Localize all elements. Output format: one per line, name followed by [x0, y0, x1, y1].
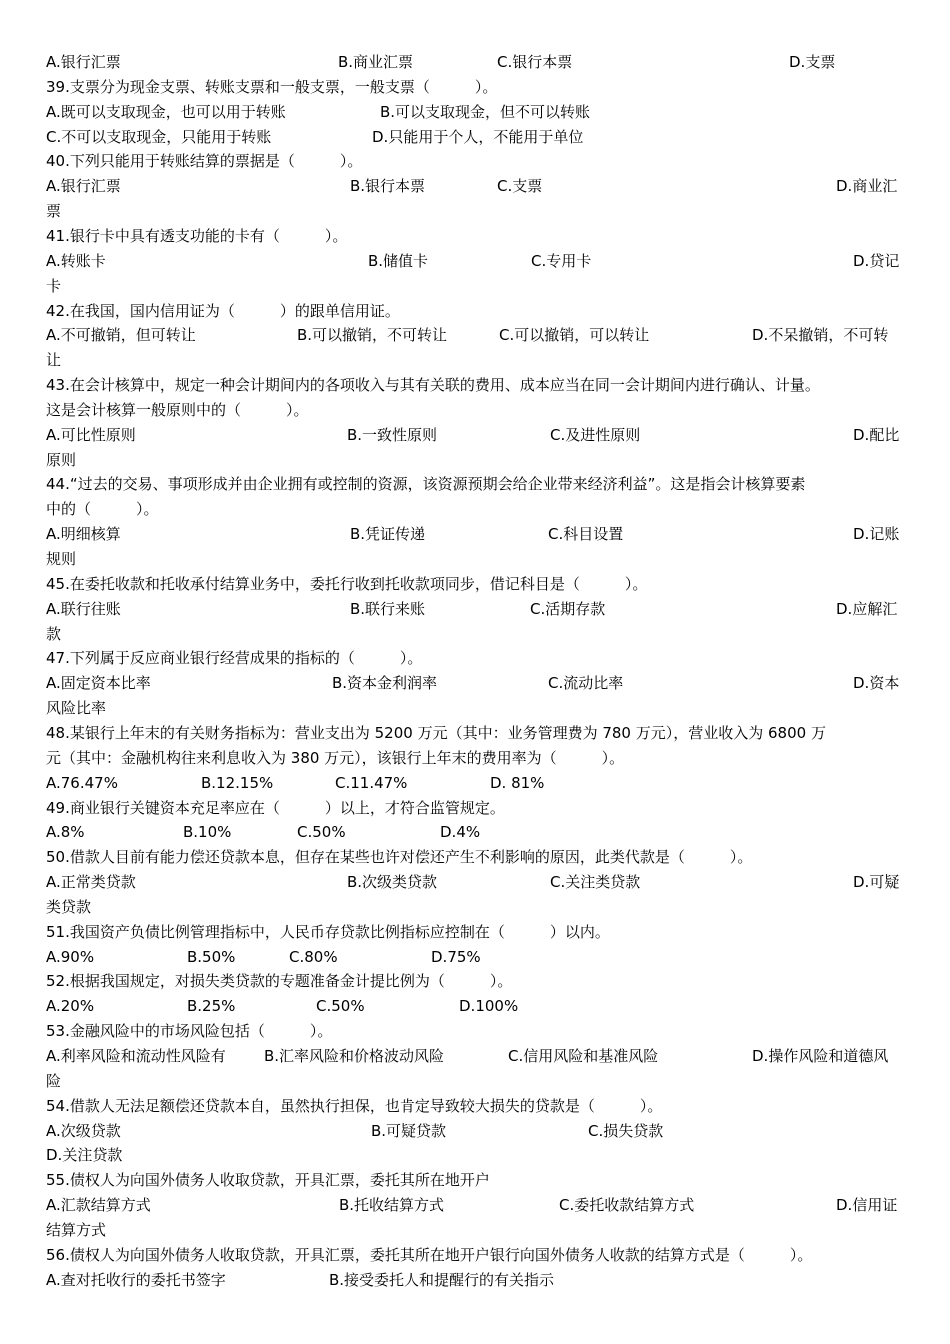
- text-line: 卡: [46, 277, 62, 295]
- answer-option: C.活期存款: [530, 600, 606, 618]
- answer-option: B.25%: [187, 997, 236, 1015]
- question-text: 44.“过去的交易、事项形成并由企业拥有或控制的资源，该资源预期会给企业带来经济利益”。这是指会计核算要素: [46, 475, 806, 493]
- text-line: 险: [46, 1072, 62, 1090]
- answer-option: D.不呆撤销，不可转: [752, 326, 889, 344]
- answer-option: D.商业汇: [836, 177, 898, 195]
- question-text: 43.在会计核算中，规定一种会计期间内的各项收入与其有关联的费用、成本应当在同一会计期间内进行确认、计量。: [46, 376, 820, 394]
- answer-option: C.损失贷款: [588, 1122, 664, 1140]
- text-line: 风险比率: [46, 699, 107, 717]
- answer-option: C.科目设置: [548, 525, 624, 543]
- answer-option: B.商业汇票: [338, 53, 414, 71]
- answer-option: A.次级贷款: [46, 1122, 121, 1140]
- answer-option: A.76.47%: [46, 774, 118, 792]
- text-line: 类贷款: [46, 898, 92, 916]
- answer-option: A.明细核算: [46, 525, 121, 543]
- text-line: 原则: [46, 451, 77, 469]
- answer-option: C.可以撤销，可以转让: [499, 326, 650, 344]
- text-line: 中的（ ）。: [46, 500, 159, 518]
- question-text: 54.借款人无法足额偿还贷款本自，虽然执行担保，也肯定导致较大损失的贷款是（ ）。: [46, 1097, 663, 1115]
- text-line: 票: [46, 202, 62, 220]
- answer-option: A.转账卡: [46, 252, 106, 270]
- answer-option: B.联行来账: [350, 600, 426, 618]
- text-line: 这是会计核算一般原则中的（ ）。: [46, 401, 309, 419]
- answer-option: A.既可以支取现金，也可以用于转账: [46, 103, 286, 121]
- answer-option: B.一致性原则: [347, 426, 438, 444]
- question-text: 45.在委托收款和托收承付结算业务中，委托行收到托收款项同步，借记科目是（ ）。: [46, 575, 648, 593]
- answer-option: D. 81%: [490, 774, 545, 792]
- question-text: 55.债权人为向国外债务人收取贷款，开具汇票，委托其所在地开户: [46, 1171, 490, 1189]
- question-text: 42.在我国，国内信用证为（ ）的跟单信用证。: [46, 302, 400, 320]
- answer-option: A.固定资本比率: [46, 674, 151, 692]
- text-line: 款: [46, 625, 62, 643]
- question-text: 56.债权人为向国外债务人收取贷款，开具汇票，委托其所在地开户银行向国外债务人收款的结算方式是（ ）。: [46, 1246, 813, 1264]
- answer-option: D.贷记: [853, 252, 900, 270]
- question-text: 53.金融风险中的市场风险包括（ ）。: [46, 1022, 333, 1040]
- answer-option: B.托收结算方式: [339, 1196, 445, 1214]
- answer-option: D.记账: [853, 525, 900, 543]
- answer-option: D.信用证: [836, 1196, 898, 1214]
- question-text: 49.商业银行关键资本充足率应在（ ）以上，才符合监管规定。: [46, 799, 505, 817]
- answer-option: A.正常类贷款: [46, 873, 136, 891]
- answer-option: A.20%: [46, 997, 95, 1015]
- answer-option: B.接受委托人和提醒行的有关指示: [329, 1271, 555, 1289]
- answer-option: A.90%: [46, 948, 95, 966]
- answer-option: B.可疑贷款: [371, 1122, 447, 1140]
- answer-option: A.联行往账: [46, 600, 121, 618]
- question-text: 41.银行卡中具有透支功能的卡有（ ）。: [46, 227, 348, 245]
- answer-option: C.不可以支取现金，只能用于转账: [46, 128, 272, 146]
- answer-option: A.汇款结算方式: [46, 1196, 151, 1214]
- answer-option: C.50%: [316, 997, 365, 1015]
- answer-option: C.及进性原则: [550, 426, 641, 444]
- answer-option: B.次级类贷款: [347, 873, 438, 891]
- answer-option: B.10%: [183, 823, 232, 841]
- text-line: 元（其中：金融机构往来利息收入为 380 万元），该银行上年末的费用率为（ ）。: [46, 749, 625, 767]
- text-line: 结算方式: [46, 1221, 107, 1239]
- text-line: 规则: [46, 550, 77, 568]
- question-text: 39.支票分为现金支票、转账支票和一般支票，一般支票（ ）。: [46, 78, 498, 96]
- answer-option: A.银行汇票: [46, 177, 121, 195]
- answer-option: D.配比: [853, 426, 900, 444]
- answer-option: B.可以支取现金，但不可以转账: [380, 103, 591, 121]
- answer-option: D.支票: [789, 53, 836, 71]
- answer-option: B.50%: [187, 948, 236, 966]
- answer-option: A.可比性原则: [46, 426, 136, 444]
- answer-option: B.12.15%: [201, 774, 274, 792]
- answer-option: C.流动比率: [548, 674, 624, 692]
- answer-option: D.操作风险和道德风: [752, 1047, 889, 1065]
- answer-option: B.资本金利润率: [332, 674, 438, 692]
- answer-option: D.75%: [431, 948, 481, 966]
- answer-option: D.应解汇: [836, 600, 898, 618]
- answer-option: D.4%: [440, 823, 481, 841]
- answer-option: B.可以撤销，不可转让: [297, 326, 448, 344]
- answer-option: A.查对托收行的委托书签字: [46, 1271, 226, 1289]
- answer-option: D.可疑: [853, 873, 900, 891]
- answer-option: A.不可撤销，但可转让: [46, 326, 196, 344]
- text-line: 让: [46, 351, 62, 369]
- text-line: D.关注贷款: [46, 1146, 123, 1164]
- question-text: 47.下列属于反应商业银行经营成果的指标的（ ）。: [46, 649, 423, 667]
- answer-option: B.汇率风险和价格波动风险: [264, 1047, 445, 1065]
- answer-option: A.利率风险和流动性风险有: [46, 1047, 226, 1065]
- answer-option: D.100%: [459, 997, 519, 1015]
- question-text: 48.某银行上年末的有关财务指标为：营业支出为 5200 万元（其中：业务管理费为 780 万元），营业收入为 6800 万: [46, 724, 826, 742]
- question-text: 51.我国资产负债比例管理指标中，人民币存贷款比例指标应控制在（ ）以内。: [46, 923, 610, 941]
- question-text: 50.借款人目前有能力偿还贷款本息，但存在某些也许对偿还产生不利影响的原因，此类代款是（ ）。: [46, 848, 753, 866]
- answer-option: C.80%: [289, 948, 338, 966]
- answer-option: C.支票: [497, 177, 543, 195]
- question-text: 52.根据我国规定，对损失类贷款的专题准备金计提比例为（ ）。: [46, 972, 513, 990]
- question-text: 40.下列只能用于转账结算的票据是（ ）。: [46, 152, 363, 170]
- answer-option: B.银行本票: [350, 177, 426, 195]
- answer-option: D.只能用于个人，不能用于单位: [372, 128, 584, 146]
- answer-option: C.信用风险和基准风险: [508, 1047, 659, 1065]
- answer-option: C.专用卡: [531, 252, 592, 270]
- answer-option: A.8%: [46, 823, 85, 841]
- answer-option: C.11.47%: [335, 774, 408, 792]
- answer-option: B.凭证传递: [350, 525, 426, 543]
- answer-option: A.银行汇票: [46, 53, 121, 71]
- answer-option: C.关注类贷款: [550, 873, 641, 891]
- answer-option: D.资本: [853, 674, 900, 692]
- answer-option: C.委托收款结算方式: [559, 1196, 695, 1214]
- answer-option: C.银行本票: [497, 53, 573, 71]
- answer-option: B.储值卡: [368, 252, 429, 270]
- answer-option: C.50%: [297, 823, 346, 841]
